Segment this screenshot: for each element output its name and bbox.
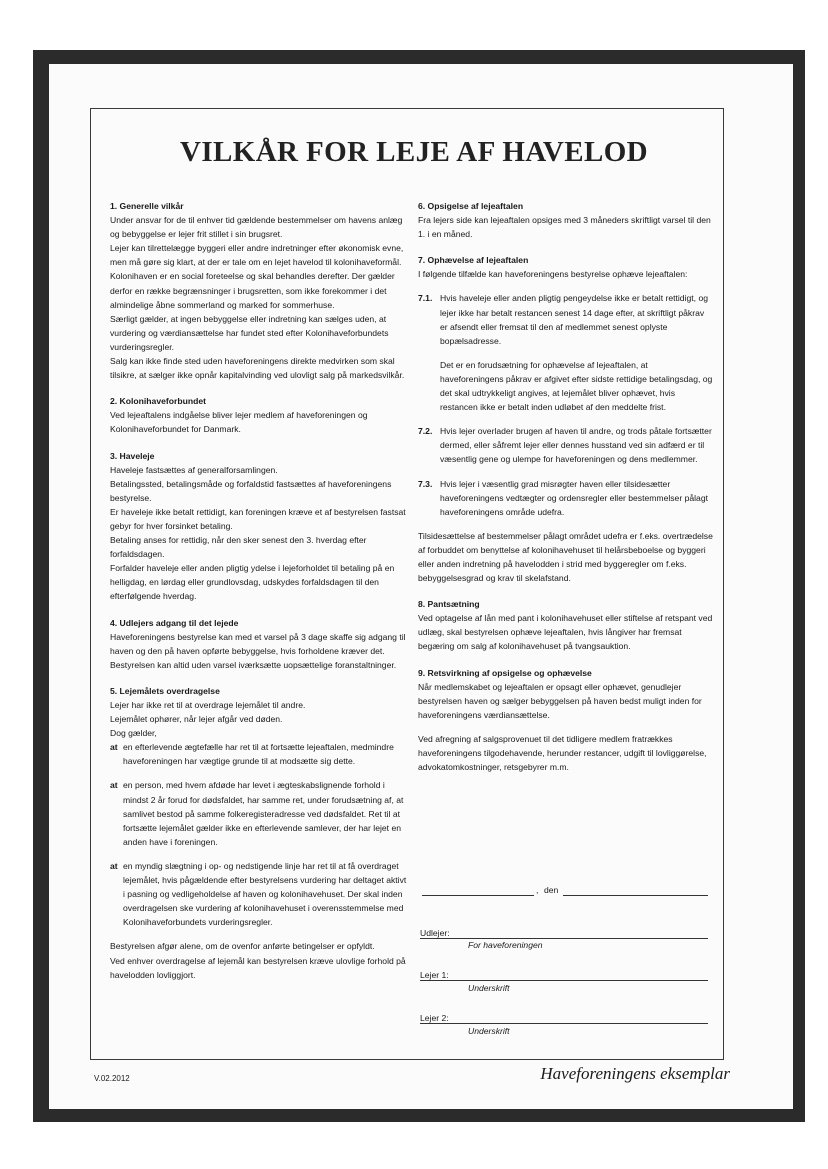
condition-item <box>110 778 410 848</box>
section-3 <box>110 449 410 604</box>
section-7 <box>418 253 713 585</box>
lejer1-label: Lejer 1: <box>420 970 449 980</box>
right-column <box>418 199 713 786</box>
paragraph: Lejer har ikke ret til at overdrage lejemålet til andre. <box>110 700 306 710</box>
paragraph: Betaling anses for rettidig, når den sker senest den 3. hverdag efter forfaldsdagen. <box>110 535 367 560</box>
section-5 <box>110 684 410 982</box>
section-6 <box>418 199 713 241</box>
udlejer-signature-line[interactable] <box>420 938 708 939</box>
paragraph: Kolonihaven er en social foreteelse og skal behandles derefter. Der gælder derfor en række begrænsninger i brugsretten, som ikke forekommer i det almindelige åbne sommerland og marked for sommerhuse. <box>110 271 395 310</box>
paragraph: Særligt gælder, at ingen bebyggelse eller indretning kan sælges uden, at vurdering og værdiansættelse har fundet sted efter Kolonihaveforbundets vurderingsregler. <box>110 313 389 352</box>
section-heading: 3. Haveleje <box>110 450 155 461</box>
lejer2-label: Lejer 2: <box>420 1013 449 1023</box>
clause-extra: Det er en forudsætning for ophævelse af lejeaftalen, at haveforeningens påkrav er afgivet efter sidste rettidige betalingsdag, og det skal udtrykkeligt angives, at lejemålet bliver ophævet, hvis restancen ikke er betalt inden udløbet af den meddelte frist. <box>440 359 713 413</box>
condition-text: en efterlevende ægtefælle har ret til at fortsætte lejeaftalen, medmindre haveforeningen har vægtige grunde til at modsætte sig dette. <box>123 742 394 767</box>
clause-item <box>418 291 713 347</box>
clause-text: Hvis lejer overlader brugen af haven til andre, og trods påtale fortsætter dermed, eller såfremt lejer eller dennes husstand ved sin adfærd er til væsentlig gene og ulempe for haveforeningen og dens medlemmer. <box>440 426 712 465</box>
clause-text: Hvis haveleje eller anden pligtig pengeydelse ikke er betalt rettidigt, og lejer ikke har betalt restancen senest 14 dage efter, at skriftligt påkrav er afsendt eller fremsat til den af medlemmet senest oplyste bopælsadresse. <box>440 293 709 346</box>
section-heading: 4. Udlejers adgang til det lejede <box>110 617 239 628</box>
section-1 <box>110 199 410 382</box>
paragraph: Ved lejeaftalens indgåelse bliver lejer medlem af haveforeningen og Kolonihaveforbundet for Danmark. <box>110 410 368 435</box>
condition-item <box>110 740 410 768</box>
paragraph: Når medlemskabet og lejeaftalen er opsagt eller ophævet, genudlejer bestyrelsen haven og sælger bebyggelsen på haven bedst muligt inden for haveforeningens værdiansættelse. <box>418 681 702 720</box>
section-heading: 2. Kolonihaveforbundet <box>110 396 206 407</box>
paragraph: Fra lejers side kan lejeaftalen opsiges med 3 måneders skriftligt varsel til den 1. i en måned. <box>418 215 711 240</box>
section-2 <box>110 394 410 436</box>
signature-block <box>420 880 710 1040</box>
page-title: VILKÅR FOR LEJE AF HAVELOD <box>179 136 649 168</box>
section-heading: 1. Generelle vilkår <box>110 201 184 211</box>
paragraph: Betalingssted, betalingsmåde og forfaldstid fastsættes af haveforeningens bestyrelse. <box>110 478 392 503</box>
left-column <box>110 199 410 994</box>
paragraph: Ved enhver overdragelse af lejemål kan bestyrelsen kræve ulovlige forhold på havelodden lovliggjort. <box>110 955 406 980</box>
date-label: den <box>544 885 559 895</box>
udlejer-label: Udlejer: <box>420 928 450 938</box>
copy-label: Haveforeningens eksemplar <box>540 1064 730 1083</box>
section-heading: 9. Retsvirkning af opsigelse og ophævelse <box>418 667 592 678</box>
at-label: at <box>110 780 118 791</box>
paragraph: Haveforeningens bestyrelse kan med et varsel på 3 dage skaffe sig adgang til haven og den på haven opførte bebyggelse, hvis forholdene kræver det. Bestyrelsen kan altid uden varsel iværksætte uopsættelige foranstaltninger. <box>110 631 406 670</box>
paragraph: Bestyrelsen afgør alene, om de ovenfor anførte betingelser er opfyldt. <box>110 941 375 952</box>
paragraph: Er haveleje ikke betalt rettidigt, kan foreningen kræve et af bestyrelsen fastsat gebyr for hver forsinket betaling. <box>110 506 406 531</box>
section-4 <box>110 616 410 672</box>
paragraph: Lejer kan tilrettelægge byggeri eller andre indretninger efter økonomisk evne, men må gøre sig klart, at der er tale om en lejet havelod til kolonihaveformål. <box>110 243 404 268</box>
lejer2-signature-line[interactable] <box>420 1023 708 1024</box>
paragraph: Lejemålet ophører, når lejer afgår ved døden. <box>110 714 283 725</box>
section-heading: 5. Lejemålets overdragelse <box>110 685 220 696</box>
section-heading: 6. Opsigelse af lejeaftalen <box>418 201 524 211</box>
paragraph: Ved afregning af salgsprovenuet til det tidligere medlem fratrækkes haveforeningens tilgodehavende, herunder restancer, udgift til lovliggørelse, advokatomkostninger, retsgebyrer m.m. <box>418 733 707 773</box>
clause-text: Hvis lejer i væsentlig grad misrøgter haven eller tilsidesætter haveforeningens vedtægter og ordensregler eller bestemmelser pålagt haveforeningens område udefra. <box>440 478 708 517</box>
place-line[interactable] <box>422 895 534 896</box>
section-heading: 8. Pantsætning <box>418 599 480 610</box>
clause-item <box>418 424 713 466</box>
paragraph: Ved optagelse af lån med pant i kolonihavehuset eller stiftelse af retspant ved udlæg, skal bestyrelsen ophæve lejeaftalen, hvis långiver har fremsat begæring om salg af kolonihavehuset på tvangsauktion. <box>418 613 713 652</box>
lejer2-caption: Underskrift <box>468 1026 510 1036</box>
clause-item <box>418 477 713 519</box>
lejer1-signature-line[interactable] <box>420 980 708 981</box>
date-line[interactable] <box>563 895 708 896</box>
udlejer-caption: For haveforeningen <box>468 940 543 950</box>
paragraph: Forfalder haveleje eller anden pligtig ydelse i lejeforholdet til betaling på en helligdag, en lørdag eller grundlovsdag, udskydes forfaldsdagen til den efterfølgende hverdag. <box>110 563 395 602</box>
section-8 <box>418 597 713 653</box>
paragraph: Haveleje fastsættes af generalforsamlingen. <box>110 464 278 475</box>
clause-number: 7.2. <box>418 426 433 437</box>
clause-number: 7.3. <box>418 478 433 489</box>
condition-text: en person, med hvem afdøde har levet i ægteskabslignende forhold i mindst 2 år forud for dødsfaldet, har samme ret, under forudsætning af, at samlivet bestod på samme folkeregisteradresse ved dødsfaldet. Ret til at fortsætte lejemålet gælder ikke en efterlevende samlever, der har lejet en anden have i foreningen. <box>123 780 404 847</box>
paragraph: Tilsidesættelse af bestemmelser pålagt området udefra er f.eks. overtrædelse af forbuddet om benyttelse af kolonihavehuset til helårsbeboelse og byggeri eller anden indretning på havelodden i strid med byggeregler om f.eks. bebyggelsesgrad og krav til skelafstand. <box>418 530 713 584</box>
date-separator: , <box>536 885 539 895</box>
condition-text: en myndig slægtning i op- og nedstigende linje har ret til at få overdraget lejemålet, hvis pågældende efter bestyrelsens vurdering har deltaget aktivt i pasning og vedligeholdelse af haven og kolonihavehuset. Der skal inden overdragelsen ske vurdering af kolonihavehuset i overensstemmelse med Kolonihaveforbundets vurderingsregler. <box>123 860 407 928</box>
section-heading: 7. Ophævelse af lejeaftalen <box>418 255 529 266</box>
paragraph: Dog gælder, <box>110 728 157 739</box>
lejer1-caption: Underskrift <box>468 983 510 993</box>
clause-number: 7.1. <box>418 293 433 304</box>
condition-item <box>110 859 410 929</box>
paragraph: I følgende tilfælde kan haveforeningens bestyrelse ophæve lejeaftalen: <box>418 269 688 280</box>
paragraph: Salg kan ikke finde sted uden haveforeningens direkte medvirken som skal tilsikre, at sælger ikke opnår kapitalvinding ved ulovligt salg på markedsvilkår. <box>110 356 405 381</box>
at-label: at <box>110 860 118 871</box>
paragraph: Under ansvar for de til enhver tid gældende bestemmelser om havens anlæg og bebyggelse er lejer frit stillet i sin brugsret. <box>110 215 403 240</box>
at-label: at <box>110 742 118 753</box>
section-9 <box>418 666 713 775</box>
version-label: V.02.2012 <box>94 1074 130 1083</box>
